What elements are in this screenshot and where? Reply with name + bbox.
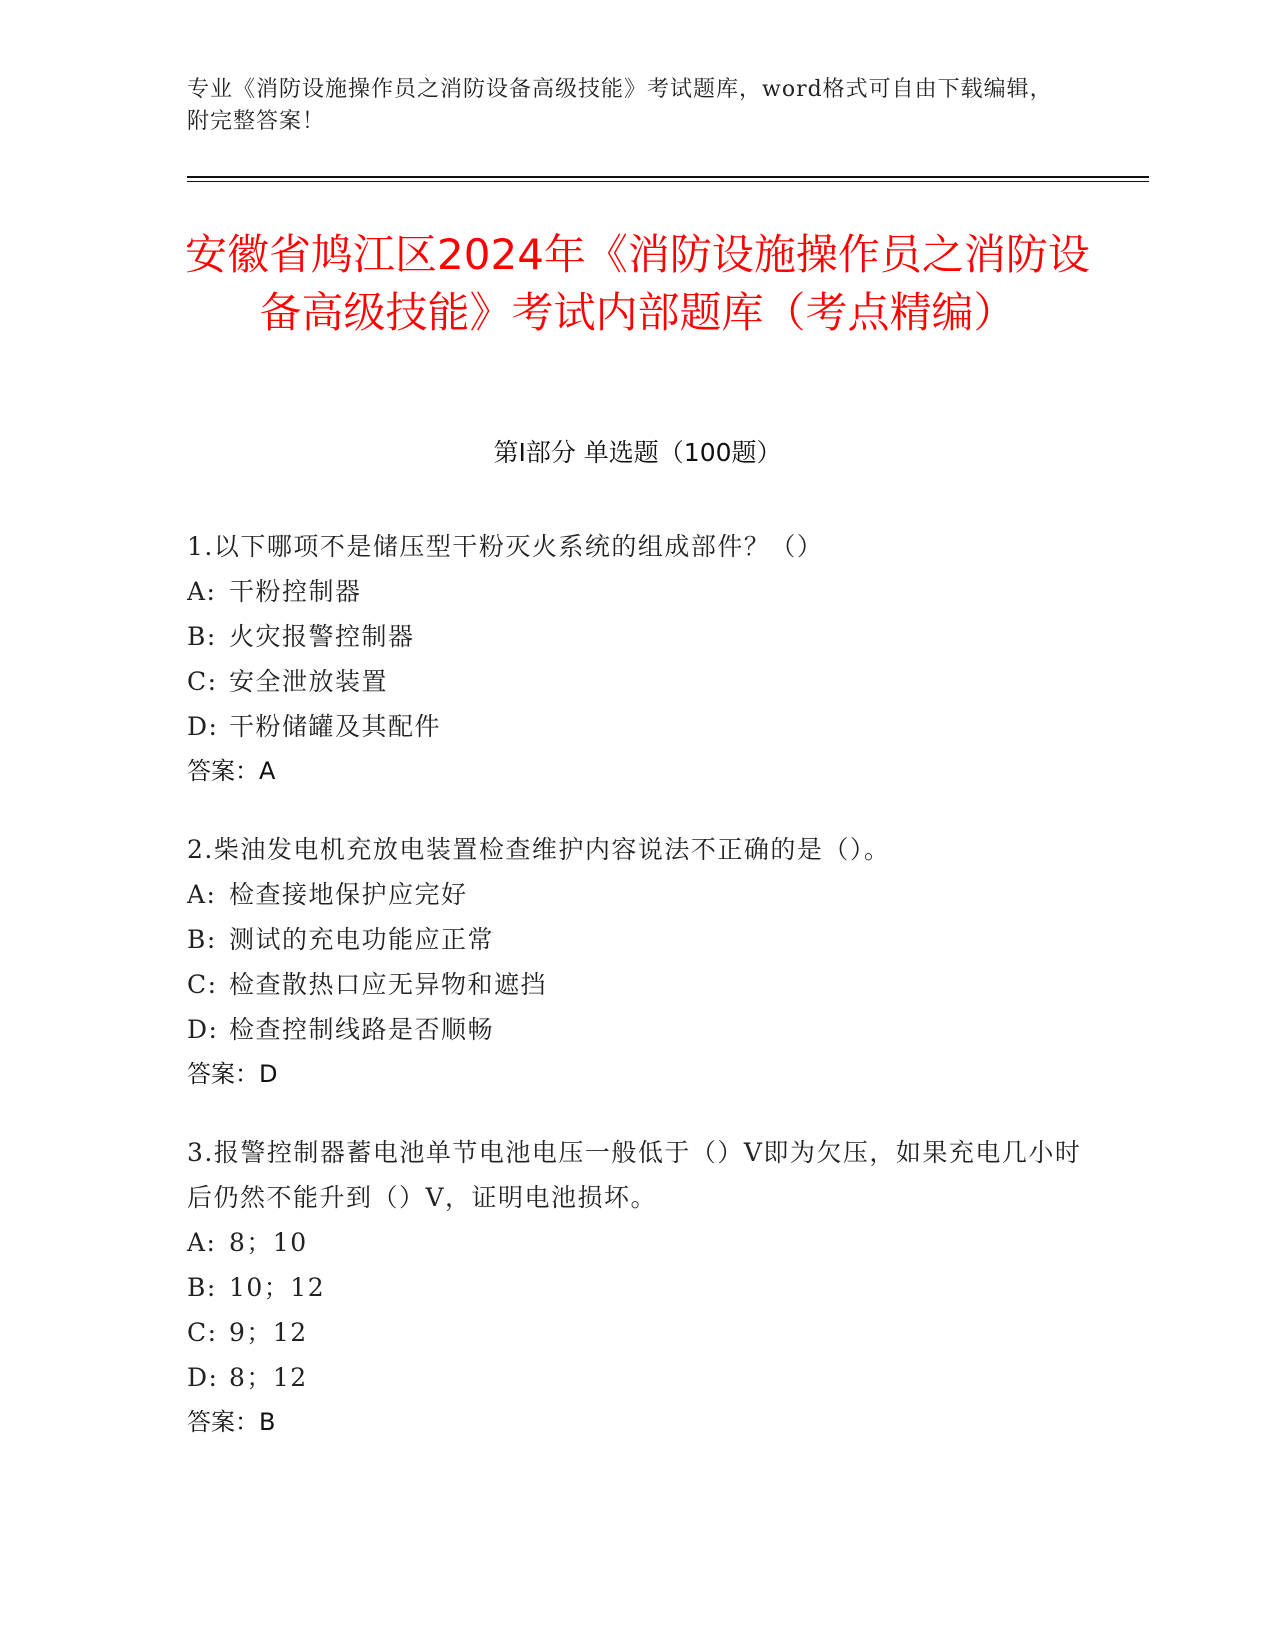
- option-text: 测试的充电功能应正常: [229, 925, 495, 954]
- option-text: 检查控制线路是否顺畅: [229, 1015, 495, 1044]
- option-letter: D:: [187, 712, 219, 741]
- answer-label: 答案：: [187, 757, 259, 785]
- option-letter: A:: [187, 880, 217, 909]
- question-list: [187, 524, 1087, 1478]
- option-text: 火灾报警控制器: [229, 622, 415, 651]
- question-2: [187, 827, 1087, 1097]
- question-stem: 3.报警控制器蓄电池单节电池电压一般低于（）V即为欠压，如果充电几小时后仍然不能升到（）V，证明电池损坏。: [187, 1138, 1082, 1212]
- header-divider-thick: [187, 176, 1149, 178]
- option-letter: C:: [187, 970, 218, 999]
- question-1: [187, 524, 1087, 794]
- answer: [187, 1052, 1087, 1097]
- option-a: [187, 569, 1087, 614]
- option-letter: A:: [187, 1228, 217, 1257]
- answer-value: D: [259, 1060, 278, 1088]
- option-text: 10；12: [229, 1273, 326, 1302]
- answer-value: B: [259, 1408, 276, 1436]
- option-b: [187, 614, 1087, 659]
- option-letter: B:: [187, 622, 217, 651]
- option-text: 8；12: [229, 1363, 308, 1392]
- option-letter: C:: [187, 1318, 218, 1347]
- option-a: [187, 872, 1087, 917]
- option-text: 9；12: [229, 1318, 308, 1347]
- option-letter: B:: [187, 925, 217, 954]
- header-note: 专业《消防设施操作员之消防设备高级技能》考试题库，word格式可自由下载编辑，附完整答案！: [187, 77, 1053, 134]
- answer: [187, 749, 1087, 794]
- answer: [187, 1400, 1087, 1445]
- option-letter: D:: [187, 1363, 219, 1392]
- answer-value: A: [259, 757, 276, 785]
- section-title: 第I部分 单选题（100题）: [493, 438, 782, 467]
- question-stem: 2.柴油发电机充放电装置检查维护内容说法不正确的是（）。: [187, 835, 891, 864]
- option-d: [187, 704, 1087, 749]
- option-text: 检查散热口应无异物和遮挡: [229, 970, 548, 999]
- document-title: 安徽省鸠江区2024年《消防设施操作员之消防设备高级技能》考试内部题库（考点精编）: [185, 230, 1090, 337]
- option-text: 干粉控制器: [229, 577, 362, 606]
- option-letter: B:: [187, 1273, 217, 1302]
- option-letter: D:: [187, 1015, 219, 1044]
- answer-label: 答案：: [187, 1408, 259, 1436]
- question-stem: 1.以下哪项不是储压型干粉灭火系统的组成部件？（）: [187, 532, 824, 561]
- option-c: [187, 1310, 1087, 1355]
- header-divider-thin: [187, 181, 1149, 182]
- option-letter: C:: [187, 667, 218, 696]
- option-c: [187, 962, 1087, 1007]
- option-text: 干粉储罐及其配件: [229, 712, 442, 741]
- question-3: [187, 1130, 1087, 1445]
- option-a: [187, 1220, 1087, 1265]
- answer-label: 答案：: [187, 1060, 259, 1088]
- option-d: [187, 1355, 1087, 1400]
- option-text: 安全泄放装置: [229, 667, 389, 696]
- option-d: [187, 1007, 1087, 1052]
- option-b: [187, 917, 1087, 962]
- option-text: 8；10: [229, 1228, 308, 1257]
- option-b: [187, 1265, 1087, 1310]
- option-letter: A:: [187, 577, 217, 606]
- option-c: [187, 659, 1087, 704]
- option-text: 检查接地保护应完好: [229, 880, 468, 909]
